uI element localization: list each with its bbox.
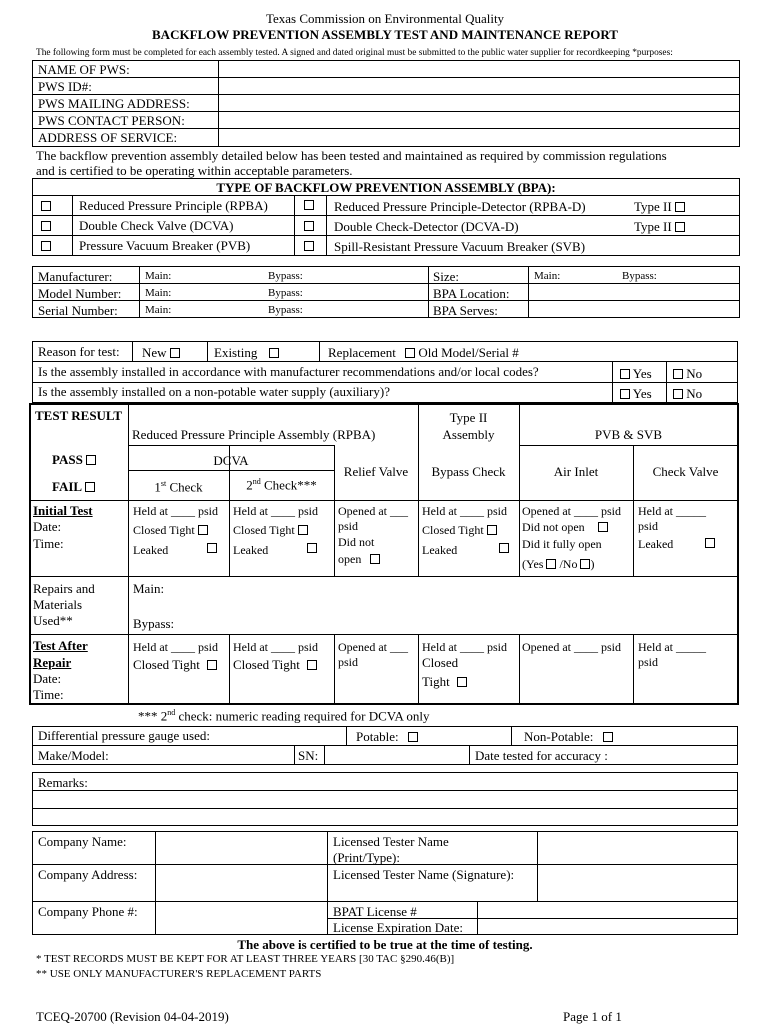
rpbad-label: Reduced Pressure Principle-Detector (RPBA-D) bbox=[334, 199, 586, 214]
potable-checkbox[interactable] bbox=[408, 732, 418, 742]
check1-closed-tight: Closed Tight bbox=[133, 523, 208, 537]
size-label: Size: bbox=[433, 269, 459, 284]
non-potable-checkbox[interactable] bbox=[603, 732, 613, 742]
rpbad-checkbox[interactable] bbox=[304, 200, 314, 210]
second-check-note: *** 2nd check: numeric reading required for DCVA only bbox=[138, 708, 430, 724]
q2-no: No bbox=[673, 386, 702, 402]
repairs-label-2: Materials bbox=[33, 597, 83, 612]
pvb-checkbox[interactable] bbox=[41, 241, 51, 251]
fail-checkbox[interactable] bbox=[85, 482, 95, 492]
relief-psid: psid bbox=[338, 519, 359, 533]
check-valve-held-at: Held at _____ bbox=[638, 504, 706, 518]
check2-closed-tight-checkbox[interactable] bbox=[298, 525, 308, 535]
after-relief-psid: psid bbox=[338, 655, 359, 669]
manufacturer-main-label: Main: bbox=[145, 270, 172, 282]
serial-main-label: Main: bbox=[145, 304, 172, 316]
bpa-type-heading: TYPE OF BACKFLOW PREVENTION ASSEMBLY (BPA): bbox=[216, 180, 556, 195]
air-inlet-heading: Air Inlet bbox=[553, 464, 599, 479]
pvb-label: Pressure Vacuum Breaker (PVB) bbox=[79, 238, 251, 253]
check-valve-psid: psid bbox=[638, 519, 659, 533]
dcvad-label: Double Check-Detector (DCVA-D) bbox=[334, 219, 519, 234]
air-inlet-no-checkbox[interactable] bbox=[580, 559, 590, 569]
reason-existing: Existing bbox=[214, 345, 279, 361]
q2-yes-checkbox[interactable] bbox=[620, 389, 630, 399]
certified-statement: The above is certified to be true at the time of testing. bbox=[237, 937, 533, 952]
bypass-leaked: Leaked bbox=[422, 543, 458, 557]
pvb-svb-heading: PVB & SVB bbox=[594, 427, 663, 442]
first-check-heading: 1st Check bbox=[154, 479, 203, 495]
service-address-field[interactable] bbox=[220, 130, 738, 144]
dcvad-type2-checkbox[interactable] bbox=[675, 222, 685, 232]
dcvad-checkbox[interactable] bbox=[304, 221, 314, 231]
air-inlet-yes-no: (Yes /No ) bbox=[522, 557, 595, 571]
installed-per-code-question: Is the assembly installed in accordance with manufacturer recommendations and/or local codes? bbox=[38, 364, 539, 379]
tester-signature-label: Licensed Tester Name (Signature): bbox=[333, 867, 515, 882]
page-number: Page 1 of 1 bbox=[563, 1009, 622, 1024]
dcva-checkbox[interactable] bbox=[41, 221, 51, 231]
gauge-used-label: Differential pressure gauge used: bbox=[38, 728, 210, 743]
relief-open: open bbox=[338, 552, 380, 566]
bypass-held-at: Held at ____ psid bbox=[422, 504, 507, 518]
bpa-serves-label: BPA Serves: bbox=[433, 303, 498, 318]
air-inlet-did-not-open: Did not open bbox=[522, 520, 608, 534]
form-title: BACKFLOW PREVENTION ASSEMBLY TEST AND MAINTENANCE REPORT bbox=[152, 27, 618, 42]
pws-id-label: PWS ID#: bbox=[38, 79, 92, 94]
check2-held-at: Held at ____ psid bbox=[233, 504, 318, 518]
make-model-label: Make/Model: bbox=[38, 748, 109, 763]
type2-heading-line2: Assembly bbox=[442, 427, 495, 442]
bpat-license-label: BPAT License # bbox=[333, 904, 417, 919]
after-bypass-tight: Tight bbox=[422, 674, 467, 690]
company-name-label: Company Name: bbox=[38, 834, 127, 849]
after-check-valve-psid: psid bbox=[638, 655, 659, 669]
after-relief-opened-at: Opened at ___ bbox=[338, 640, 408, 654]
new-checkbox[interactable] bbox=[170, 348, 180, 358]
after-check1-held-at: Held at ____ psid bbox=[133, 640, 218, 654]
model-number-label: Model Number: bbox=[38, 286, 122, 301]
records-note: * TEST RECORDS MUST BE KEPT FOR AT LEAST THREE YEARS [30 TAC §290.46(B)] bbox=[36, 953, 455, 965]
check1-closed-tight-checkbox[interactable] bbox=[198, 525, 208, 535]
relief-did-not: Did not bbox=[338, 535, 375, 549]
air-inlet-did-not-open-checkbox[interactable] bbox=[598, 522, 608, 532]
bypass-leaked-checkbox[interactable] bbox=[499, 543, 509, 553]
after-bypass-closed: Closed bbox=[422, 655, 459, 670]
after-check2-closed-tight-checkbox[interactable] bbox=[307, 660, 317, 670]
initial-test-heading: Initial Test bbox=[33, 503, 93, 518]
existing-checkbox[interactable] bbox=[269, 348, 279, 358]
check-valve-heading: Check Valve bbox=[652, 464, 719, 479]
q1-no: No bbox=[673, 366, 702, 382]
rpbad-type2-label: Type II bbox=[634, 199, 685, 215]
form-instruction: The following form must be completed for each assembly tested. A signed and dated original must be submitted to the public water supplier for recordkeeping *purposes: bbox=[36, 48, 673, 58]
tester-name-label-1: Licensed Tester Name bbox=[333, 834, 449, 849]
after-date-label: Date: bbox=[33, 671, 62, 686]
check-valve-leaked: Leaked bbox=[638, 537, 674, 551]
q1-yes-checkbox[interactable] bbox=[620, 369, 630, 379]
tester-name-label-2: (Print/Type): bbox=[333, 850, 400, 865]
certification-line-2: and is certified to be operating within acceptable parameters. bbox=[36, 163, 353, 178]
size-bypass-label: Bypass: bbox=[622, 270, 657, 282]
type2-heading-line1: Type II bbox=[449, 410, 488, 425]
pws-name-label: NAME OF PWS: bbox=[38, 62, 130, 77]
service-address-label: ADDRESS OF SERVICE: bbox=[38, 130, 178, 145]
air-inlet-opened-at: Opened at ____ psid bbox=[522, 504, 621, 518]
pass-checkbox[interactable] bbox=[86, 455, 96, 465]
pws-name-field[interactable] bbox=[220, 62, 738, 76]
form-identifier: TCEQ-20700 (Revision 04-04-2019) bbox=[36, 1009, 229, 1024]
parts-note: ** USE ONLY MANUFACTURER'S REPLACEMENT PARTS bbox=[36, 968, 322, 980]
remarks-label: Remarks: bbox=[38, 775, 88, 790]
rpba-label: Reduced Pressure Principle (RPBA) bbox=[79, 198, 268, 213]
potable-option: Potable: bbox=[356, 729, 418, 745]
serial-number-label: Serial Number: bbox=[38, 303, 118, 318]
air-inlet-yes-checkbox[interactable] bbox=[546, 559, 556, 569]
company-address-label: Company Address: bbox=[38, 867, 138, 882]
check1-held-at: Held at ____ psid bbox=[133, 504, 218, 518]
agency-name: Texas Commission on Environmental Quality bbox=[265, 11, 505, 26]
after-check1-closed-tight: Closed Tight bbox=[133, 657, 217, 673]
license-expiration-label: License Expiration Date: bbox=[333, 920, 463, 935]
pws-contact-field[interactable] bbox=[220, 113, 738, 127]
bypass-closed-tight-checkbox[interactable] bbox=[487, 525, 497, 535]
check2-closed-tight: Closed Tight bbox=[233, 523, 308, 537]
serial-bypass-label: Bypass: bbox=[268, 304, 303, 316]
reason-new: New bbox=[142, 345, 180, 361]
after-check2-closed-tight: Closed Tight bbox=[233, 657, 317, 673]
check2-leaked: Leaked bbox=[233, 543, 269, 557]
manufacturer-bypass-label: Bypass: bbox=[268, 270, 303, 282]
svb-checkbox[interactable] bbox=[304, 241, 314, 251]
pws-id-field[interactable] bbox=[220, 79, 738, 93]
q2-yes: Yes bbox=[620, 386, 652, 402]
reason-replacement: Replacement Old Model/Serial # bbox=[328, 345, 519, 360]
non-potable-option: Non-Potable: bbox=[524, 729, 613, 745]
dcva-label: Double Check Valve (DCVA) bbox=[79, 218, 234, 233]
q1-yes: Yes bbox=[620, 366, 652, 382]
check1-leaked: Leaked bbox=[133, 543, 169, 557]
test-after-repair-heading-2: Repair bbox=[33, 655, 72, 670]
svb-label: Spill-Resistant Pressure Vacuum Breaker (SVB) bbox=[334, 239, 586, 254]
repairs-label-3: Used** bbox=[33, 613, 73, 628]
repairs-bypass-label: Bypass: bbox=[133, 616, 175, 631]
pass-option: PASS bbox=[52, 452, 96, 468]
fail-option: FAIL bbox=[52, 479, 95, 495]
q2-no-checkbox[interactable] bbox=[673, 389, 683, 399]
second-check-heading: 2nd Check*** bbox=[246, 477, 317, 493]
dcva-heading: DCVA bbox=[213, 453, 249, 468]
relief-valve-heading: Relief Valve bbox=[343, 464, 409, 479]
relief-opened-at: Opened at ___ bbox=[338, 504, 408, 518]
bpa-location-label: BPA Location: bbox=[433, 286, 510, 301]
check1-leaked-checkbox[interactable] bbox=[207, 543, 217, 553]
repairs-label-1: Repairs and bbox=[33, 581, 95, 596]
bypass-check-heading: Bypass Check bbox=[431, 464, 506, 479]
after-bypass-held-at: Held at ____ psid bbox=[422, 640, 507, 654]
pws-mailing-field[interactable] bbox=[220, 96, 738, 110]
initial-time-label: Time: bbox=[33, 536, 64, 551]
after-time-label: Time: bbox=[33, 687, 64, 702]
reason-label: Reason for test: bbox=[38, 344, 120, 359]
test-result-heading: TEST RESULT bbox=[35, 408, 123, 423]
size-main-label: Main: bbox=[534, 270, 561, 282]
rpbad-type2-checkbox[interactable] bbox=[675, 202, 685, 212]
after-check-valve-held-at: Held at _____ bbox=[638, 640, 706, 654]
rpba-checkbox[interactable] bbox=[41, 201, 51, 211]
pws-mailing-label: PWS MAILING ADDRESS: bbox=[38, 96, 190, 111]
company-phone-label: Company Phone #: bbox=[38, 904, 138, 919]
after-check1-closed-tight-checkbox[interactable] bbox=[207, 660, 217, 670]
relief-did-not-open-checkbox[interactable] bbox=[370, 554, 380, 564]
manufacturer-label: Manufacturer: bbox=[38, 269, 113, 284]
after-check2-held-at: Held at ____ psid bbox=[233, 640, 318, 654]
remarks-box[interactable] bbox=[32, 772, 738, 826]
bypass-closed-tight: Closed Tight bbox=[422, 523, 497, 537]
check2-leaked-checkbox[interactable] bbox=[307, 543, 317, 553]
date-tested-label: Date tested for accuracy : bbox=[475, 748, 608, 763]
repairs-main-label: Main: bbox=[133, 581, 165, 596]
certification-line-1: The backflow prevention assembly detailed below has been tested and maintained as required by commission regulations bbox=[36, 148, 667, 163]
test-after-repair-heading-1: Test After bbox=[33, 638, 88, 653]
air-inlet-fully-open: Did it fully open bbox=[522, 537, 602, 551]
pws-contact-label: PWS CONTACT PERSON: bbox=[38, 113, 185, 128]
initial-date-label: Date: bbox=[33, 519, 62, 534]
after-bypass-closed-tight-checkbox[interactable] bbox=[457, 677, 467, 687]
serial-sn-label: SN: bbox=[298, 748, 319, 763]
non-potable-question: Is the assembly installed on a non-potable water supply (auxiliary)? bbox=[38, 384, 390, 399]
dcvad-type2-label: Type II bbox=[634, 219, 685, 235]
replacement-checkbox[interactable] bbox=[405, 348, 415, 358]
model-main-label: Main: bbox=[145, 287, 172, 299]
model-bypass-label: Bypass: bbox=[268, 287, 303, 299]
q1-no-checkbox[interactable] bbox=[673, 369, 683, 379]
after-air-inlet-opened-at: Opened at ____ psid bbox=[522, 640, 621, 654]
check-valve-leaked-checkbox[interactable] bbox=[705, 538, 715, 548]
rpba-column-heading: Reduced Pressure Principle Assembly (RPBA) bbox=[132, 427, 376, 442]
